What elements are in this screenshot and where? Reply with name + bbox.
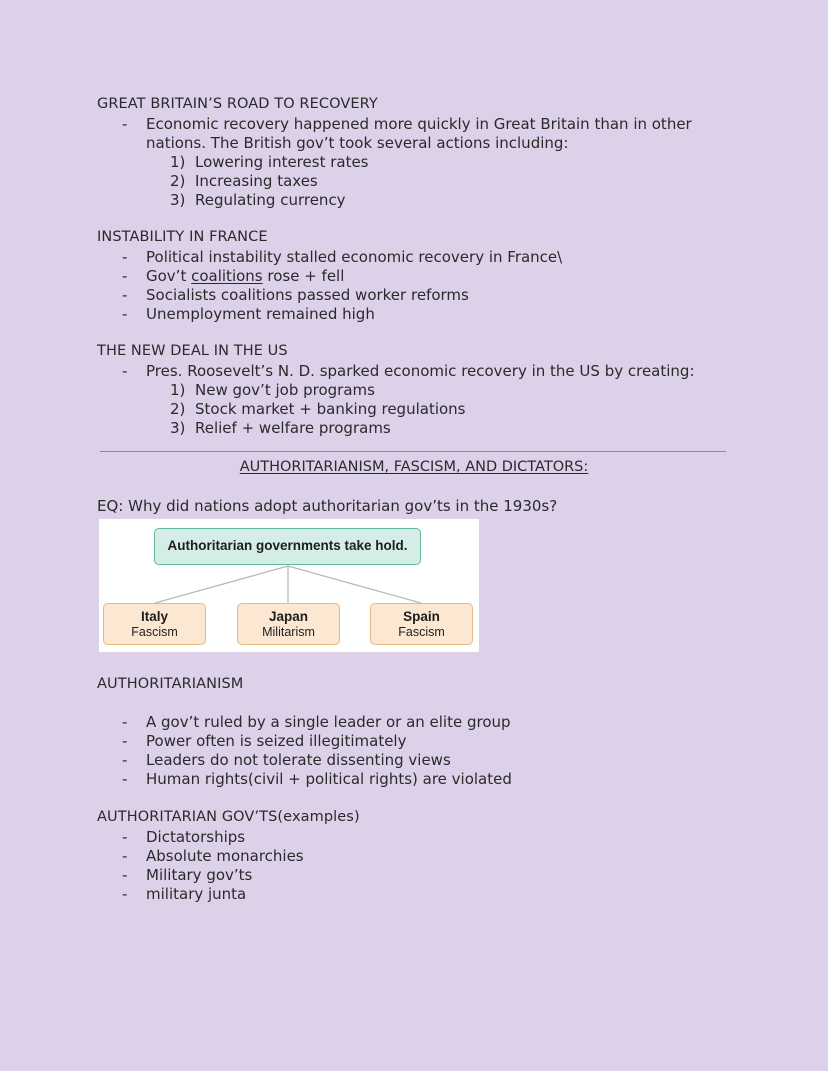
connector-line: [288, 566, 421, 603]
leaf-title: Italy: [140, 609, 168, 624]
diagram-leaf-italy: [103, 603, 206, 645]
bullet-dash: -: [122, 286, 128, 304]
text-fragment: Gov’t: [146, 267, 192, 285]
heading-france: INSTABILITY IN FRANCE: [97, 229, 268, 245]
bullet-dash: -: [122, 115, 128, 133]
bullet-text: military junta: [146, 885, 247, 903]
bullet-dash: -: [122, 751, 128, 769]
item-text: Stock market + banking regulations: [195, 400, 466, 418]
essential-question: EQ: Why did nations adopt authoritarian gov’ts in the 1930s?: [97, 497, 558, 515]
item-number: 2): [170, 400, 186, 418]
bullet-dash: -: [122, 847, 128, 865]
item-text: New gov’t job programs: [195, 381, 375, 399]
item-text: Increasing taxes: [195, 172, 318, 190]
bullet-text: Pres. Roosevelt’s N. D. sparked economic recovery in the US by creating:: [146, 362, 695, 380]
heading-authoritarianism: AUTHORITARIANISM: [97, 676, 244, 692]
item-number: 1): [170, 381, 186, 399]
bullet-dash: -: [122, 828, 128, 846]
diagram-root-box: Authoritarian governments take hold.: [154, 528, 421, 565]
diagram-leaf-japan: [237, 603, 340, 645]
connector-line: [155, 566, 288, 603]
bullet-dash: -: [122, 362, 128, 380]
bullet-text: Military gov’ts: [146, 866, 253, 884]
bullet-dash: -: [122, 732, 128, 750]
leaf-title: Japan: [268, 609, 309, 624]
text-fragment: rose + fell: [262, 267, 345, 285]
item-number: 3): [170, 419, 186, 437]
underlined-word: coalitions: [191, 267, 263, 285]
leaf-title: Spain: [403, 609, 440, 624]
diagram-leaf-spain: [370, 603, 473, 645]
item-number: 3): [170, 191, 186, 209]
bullet-dash: -: [122, 267, 128, 285]
leaf-subtitle: Fascism: [398, 625, 445, 639]
bullet-text: Socialists coalitions passed worker reforms: [146, 286, 469, 304]
heading-examples: AUTHORITARIAN GOV’TS(examples): [97, 809, 360, 825]
bullet-continuation: nations. The British gov’t took several actions including:: [146, 134, 569, 152]
bullet-text: [146, 267, 344, 285]
item-number: 1): [170, 153, 186, 171]
bullet-text: Human rights(civil + political rights) are violated: [146, 770, 512, 788]
bullet-dash: -: [122, 713, 128, 731]
bullet-dash: -: [122, 305, 128, 323]
horizontal-divider: [100, 451, 726, 452]
item-number: 2): [170, 172, 186, 190]
hierarchy-diagram: [99, 519, 479, 652]
item-text: Regulating currency: [195, 191, 346, 209]
bullet-dash: -: [122, 866, 128, 884]
bullet-text: Absolute monarchies: [146, 847, 304, 865]
bullet-dash: -: [122, 248, 128, 266]
item-text: Relief + welfare programs: [195, 419, 391, 437]
heading-britain: GREAT BRITAIN’S ROAD TO RECOVERY: [97, 96, 378, 112]
bullet-text: Power often is seized illegitimately: [146, 732, 407, 750]
bullet-text: Unemployment remained high: [146, 305, 375, 323]
leaf-subtitle: Militarism: [262, 625, 315, 639]
leaf-subtitle: Fascism: [131, 625, 178, 639]
bullet-dash: -: [122, 885, 128, 903]
bullet-text: Dictatorships: [146, 828, 246, 846]
heading-newdeal: THE NEW DEAL IN THE US: [97, 343, 288, 359]
bullet-dash: -: [122, 770, 128, 788]
item-text: Lowering interest rates: [195, 153, 369, 171]
bullet-text: Economic recovery happened more quickly in Great Britain than in other: [146, 115, 692, 133]
bullet-text: A gov’t ruled by a single leader or an elite group: [146, 713, 511, 731]
section-title-text: AUTHORITARIANISM, FASCISM, AND DICTATORS:: [239, 459, 589, 475]
bullet-text: Political instability stalled economic recovery in France\: [146, 248, 563, 266]
section-title: [0, 459, 828, 475]
bullet-text: Leaders do not tolerate dissenting views: [146, 751, 451, 769]
